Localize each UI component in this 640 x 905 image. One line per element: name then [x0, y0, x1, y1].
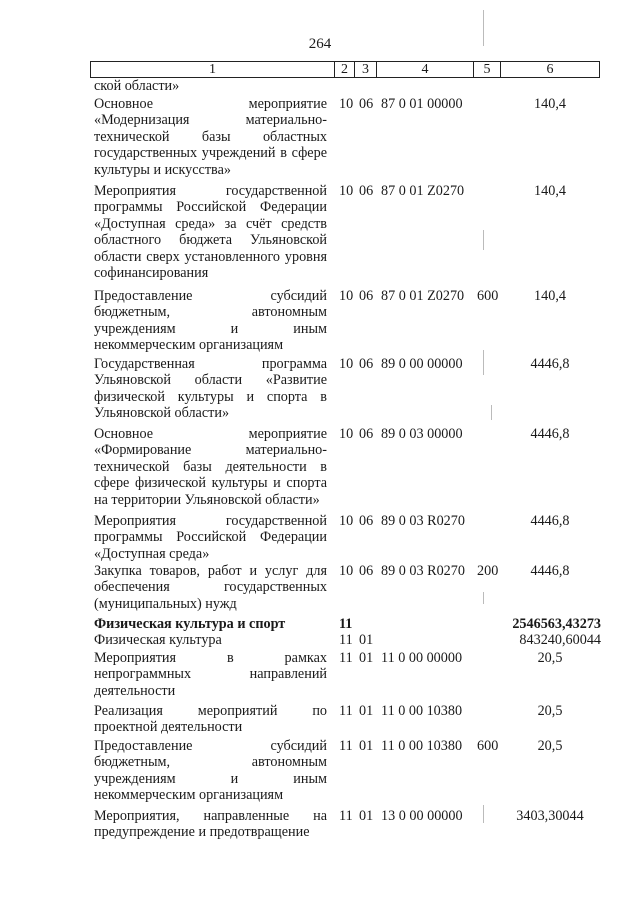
row-amount: 20,5	[537, 650, 563, 666]
row-section: 11	[339, 738, 353, 754]
section-title: Физическая культура и спорт	[94, 616, 286, 632]
row-name: Предоставление субсидий бюджетным, автономным учреждениям и иным некоммерческим организациям	[94, 738, 327, 804]
row-name: Основное мероприятие «Модернизация материально-технической базы областных государственных учреждений в сфере культуры и искусства»	[94, 96, 327, 178]
row-target-code: 87 0 01 00000	[381, 96, 463, 112]
row-amount: 140,4	[534, 288, 566, 304]
row-section: 11	[339, 616, 353, 632]
row-name: Основное мероприятие «Формирование материально-технической базы деятельности в сфере физической культуры и спорта на территории Ульяновской области»	[94, 426, 327, 508]
row-target-code: 87 0 01 Z0270	[381, 183, 465, 199]
header-col-2: 2	[334, 62, 354, 77]
row-name: ской области»	[94, 78, 180, 94]
row-section: 10	[339, 563, 354, 579]
row-subsection: 06	[359, 288, 374, 304]
row-name: Реализация мероприятий по проектной деятельности	[94, 703, 327, 736]
row-section: 11	[339, 632, 353, 648]
row-subsection: 01	[359, 703, 374, 719]
scan-artifact	[483, 592, 484, 604]
row-subsection: 06	[359, 183, 374, 199]
row-section: 10	[339, 356, 354, 372]
row-name: Физическая культура	[94, 632, 222, 648]
row-subsection: 06	[359, 426, 374, 442]
header-col-3: 3	[354, 62, 376, 77]
row-amount: 4446,8	[530, 356, 570, 372]
header-col-4: 4	[376, 62, 473, 77]
row-name: Мероприятия в рамках непрограммных направлений деятельности	[94, 650, 327, 699]
row-amount: 4446,8	[530, 563, 570, 579]
row-target-code: 89 0 03 R0270	[381, 563, 465, 579]
row-subsection: 06	[359, 96, 374, 112]
header-col-5: 5	[473, 62, 500, 77]
scan-artifact	[483, 230, 484, 250]
row-section: 11	[339, 650, 353, 666]
row-name: Мероприятия государственной программы Российской Федерации «Доступная среда» за счёт средств областного бюджета Ульяновской области сверх установленного уровня софинансирования	[94, 183, 327, 282]
row-amount: 140,4	[534, 183, 566, 199]
page-number: 264	[308, 36, 332, 52]
row-name: Мероприятия государственной программы Российской Федерации «Доступная среда»	[94, 513, 327, 562]
row-target-code: 11 0 00 10380	[381, 738, 463, 754]
row-target-code: 11 0 00 10380	[381, 703, 463, 719]
row-expense-type: 600	[477, 288, 499, 304]
scan-artifact	[491, 405, 492, 420]
row-amount: 2546563,43273	[512, 616, 601, 632]
row-section: 10	[339, 96, 354, 112]
row-section: 11	[339, 808, 353, 824]
row-amount: 20,5	[537, 738, 563, 754]
row-subsection: 01	[359, 632, 374, 648]
row-section: 10	[339, 426, 354, 442]
row-target-code: 89 0 03 R0270	[381, 513, 465, 529]
row-subsection: 06	[359, 563, 374, 579]
row-subsection: 06	[359, 513, 374, 529]
row-subsection: 01	[359, 808, 374, 824]
scan-artifact	[483, 350, 484, 375]
row-amount: 3403,30044	[516, 808, 584, 824]
row-amount: 140,4	[534, 96, 566, 112]
row-expense-type: 200	[477, 563, 499, 579]
row-amount: 843240,60044	[519, 632, 601, 648]
row-expense-type: 600	[477, 738, 499, 754]
row-amount: 4446,8	[530, 426, 570, 442]
row-subsection: 01	[359, 738, 374, 754]
row-target-code: 87 0 01 Z0270	[381, 288, 465, 304]
row-subsection: 06	[359, 356, 374, 372]
row-section: 10	[339, 513, 354, 529]
row-name: Мероприятия, направленные на предупреждение и предотвращение	[94, 808, 327, 841]
row-target-code: 89 0 03 00000	[381, 426, 463, 442]
row-amount: 20,5	[537, 703, 563, 719]
row-name: Предоставление субсидий бюджетным, автономным учреждениям и иным некоммерческим организациям	[94, 288, 327, 354]
row-section: 10	[339, 288, 354, 304]
header-col-6: 6	[500, 62, 599, 77]
scan-artifact	[483, 805, 484, 823]
row-target-code: 89 0 00 00000	[381, 356, 463, 372]
row-name: Государственная программа Ульяновской области «Развитие физической культуры и спорта в Ульяновской области»	[94, 356, 327, 422]
row-target-code: 11 0 00 00000	[381, 650, 463, 666]
row-target-code: 13 0 00 00000	[381, 808, 463, 824]
scan-artifact	[483, 10, 484, 46]
header-col-1: 1	[209, 62, 216, 77]
row-section: 10	[339, 183, 354, 199]
row-name: Закупка товаров, работ и услуг для обеспечения государственных (муниципальных) нужд	[94, 563, 327, 612]
row-amount: 4446,8	[530, 513, 570, 529]
row-subsection: 01	[359, 650, 374, 666]
row-section: 11	[339, 703, 353, 719]
